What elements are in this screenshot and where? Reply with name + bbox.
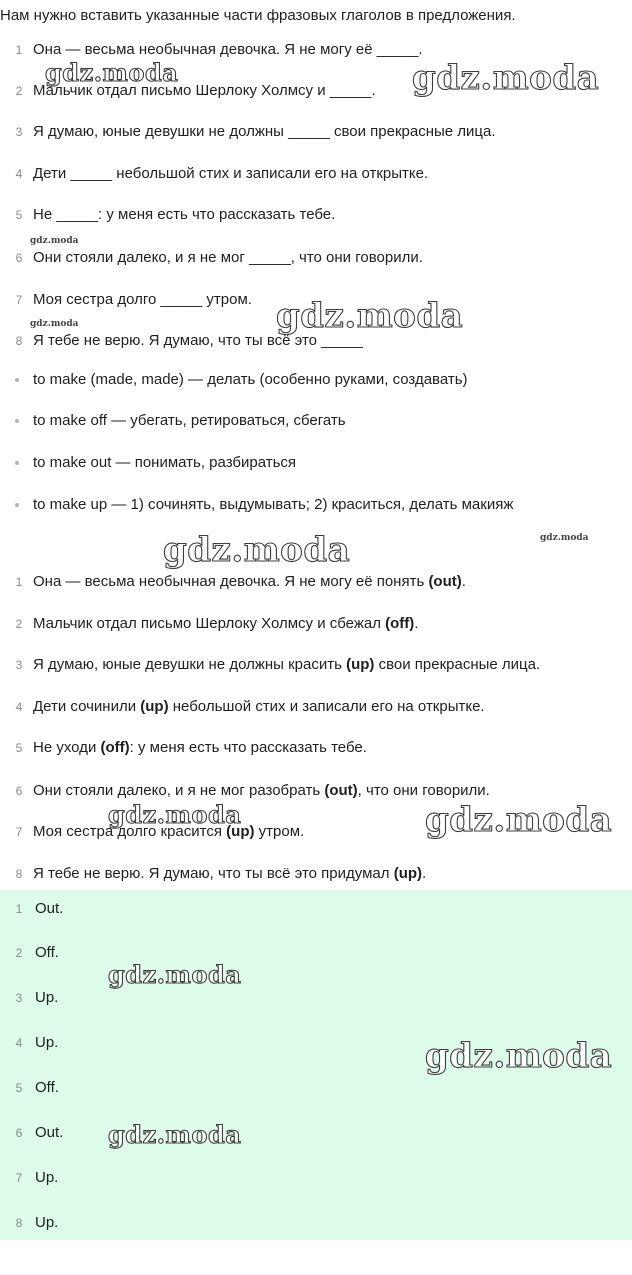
particle: (up) [346,656,375,673]
item-number: 5 [15,741,23,755]
item-number: 8 [15,867,23,881]
item-number: 7 [15,825,23,839]
particle: (off) [385,615,415,632]
vocab-text: to make out — понимать, разбираться [33,454,297,471]
answer-text: Up. [35,1169,59,1186]
answer-text: Out. [35,900,64,917]
item-number: 2 [15,84,23,98]
filled-text: Они стояли далеко, и я не мог разобрать (out), что они говорили. [33,782,490,799]
task-text: Я думаю, юные девушки не должны _____ свои прекрасные лица. [33,123,496,140]
particle: (off) [100,739,130,756]
filled-text: Не уходи (off): у меня есть что рассказать тебе. [33,739,367,756]
particle: (up) [140,698,169,715]
bullet-icon [15,503,19,507]
item-number: 6 [15,1126,23,1140]
vocab-text: to make up — 1) сочинять, выдумывать; 2) краситься, делать макияж [33,496,514,513]
particle: (up) [393,865,423,882]
answer-text: Up. [35,1034,59,1051]
filled-text: Моя сестра долго красится (up) утром. [33,823,305,840]
item-number: 5 [15,1081,23,1095]
answer-text: Off. [35,1079,59,1096]
bullet-icon [15,461,19,465]
watermark: gdz.moda [30,236,79,246]
vocab-text: to make (made, made) — делать (особенно руками, создавать) [33,371,468,388]
filled-text: Мальчик отдал письмо Шерлоку Холмсу и сбежал (off). [33,615,419,632]
filled-text: Дети сочинили (up) небольшой стих и записали его на открытке. [33,698,485,715]
item-number: 4 [15,700,23,714]
watermark: gdz.moda [108,1120,242,1149]
item-number: 2 [15,946,23,960]
task-text: Дети _____ небольшой стих и записали его на открытке. [33,165,429,182]
item-number: 4 [15,167,23,181]
item-number: 3 [15,125,23,139]
item-number: 1 [15,43,23,57]
particle: (out) [324,782,358,799]
item-number: 6 [15,251,23,265]
bullet-icon [15,378,19,382]
item-number: 4 [15,1036,23,1050]
task-text: Моя сестра долго _____ утром. [33,291,252,308]
watermark: gdz.moda [412,58,600,98]
item-number: 1 [15,575,23,589]
task-text: Я тебе не верю. Я думаю, что ты всё это _____ [33,332,363,349]
intro-text: Нам нужно вставить указанные части фразовых глаголов в предложения. [0,7,516,24]
answer-text: Up. [35,989,59,1006]
watermark: gdz.moda [163,530,351,570]
task-text: Мальчик отдал письмо Шерлоку Холмсу и _____. [33,82,376,99]
item-number: 2 [15,617,23,631]
watermark: gdz.moda [108,960,242,989]
filled-text: Я думаю, юные девушки не должны красить (up) свои прекрасные лица. [33,656,541,673]
particle: (up) [226,823,255,840]
particle: (out) [428,573,462,590]
task-text: Не _____: у меня есть что рассказать тебе. [33,206,336,223]
item-number: 8 [15,334,23,348]
watermark: gdz.moda [540,533,589,543]
watermark: gdz.moda [45,58,179,87]
item-number: 7 [15,1171,23,1185]
watermark: gdz.moda [276,296,464,336]
watermark: gdz.moda [30,319,79,329]
watermark: gdz.moda [425,800,613,840]
task-text: Они стояли далеко, и я не мог _____, что они говорили. [33,249,423,266]
answer-text: Up. [35,1214,59,1231]
item-number: 5 [15,208,23,222]
watermark: gdz.moda [108,800,242,829]
vocab-text: to make off — убегать, ретироваться, сбегать [33,412,346,429]
item-number: 6 [15,784,23,798]
task-text: Она — весьма необычная девочка. Я не могу её _____. [33,41,423,58]
watermark: gdz.moda [425,1036,613,1076]
filled-text: Она — весьма необычная девочка. Я не могу её понять (out). [33,573,466,590]
item-number: 8 [15,1216,23,1230]
item-number: 3 [15,658,23,672]
filled-text: Я тебе не верю. Я думаю, что ты всё это придумал (up). [33,865,427,882]
answer-text: Off. [35,944,59,961]
item-number: 3 [15,991,23,1005]
item-number: 1 [15,902,23,916]
answer-text: Out. [35,1124,64,1141]
bullet-icon [15,419,19,423]
item-number: 7 [15,293,23,307]
